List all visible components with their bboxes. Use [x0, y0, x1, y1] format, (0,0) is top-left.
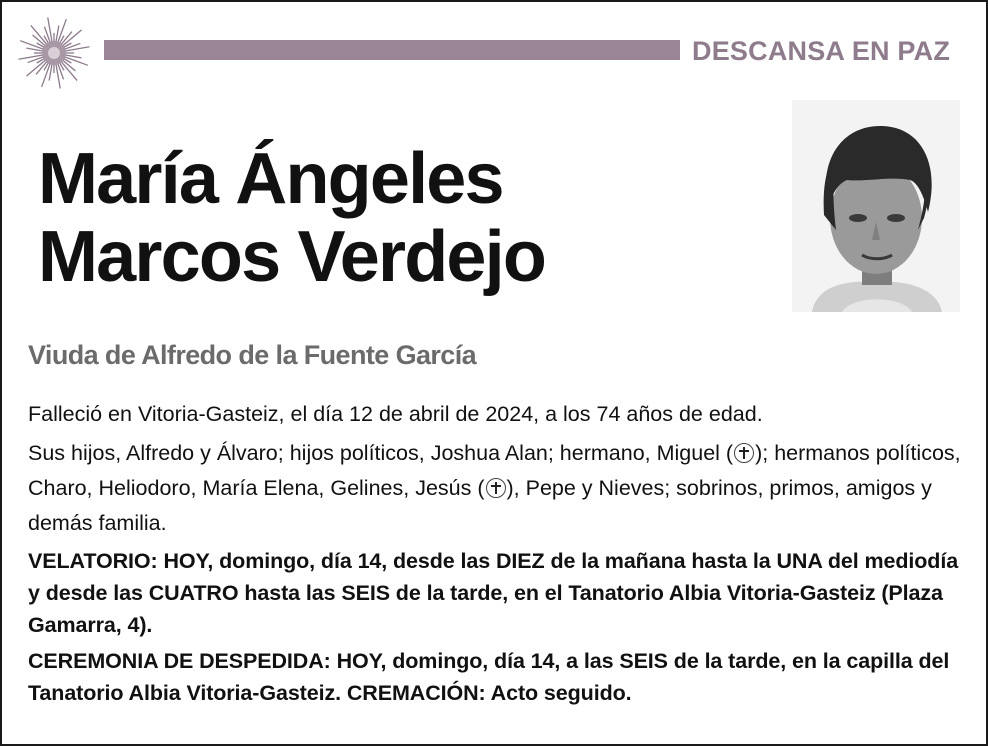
header-tag: DESCANSA EN PAZ [692, 36, 951, 66]
portrait-photo [792, 100, 960, 312]
thistle-flower-icon [8, 10, 100, 96]
name-line-2: Marcos Verdejo [38, 217, 546, 297]
deceased-name [38, 140, 545, 296]
cross-icon [734, 443, 754, 463]
obituary-body [28, 397, 968, 713]
ceremonia-paragraph: CEREMONIA DE DESPEDIDA: HOY, domingo, día 14, a las SEIS de la tarde, en la capilla del Tanatorio Albia Vitoria-Gasteiz. CREMACIÓN: Acto seguido. [28, 649, 950, 705]
name-line-1: María Ángeles [38, 139, 503, 219]
family-paragraph [28, 436, 968, 541]
intro-paragraph: Falleció en Vitoria-Gasteiz, el día 12 de abril de 2024, a los 74 años de edad. [28, 402, 763, 426]
cross-icon [486, 478, 506, 498]
family-text-2: ); hermanos políticos, Charo, Heliodoro, María Elena, Gelines, Jesús ( [28, 441, 961, 500]
velatorio-paragraph: VELATORIO: HOY, domingo, día 14, desde las DIEZ de la mañana hasta la UNA del mediodía y desde las CUATRO hasta las SEIS de la tarde, en el Tanatorio Albia Vitoria-Gasteiz (Plaza Gamarra, 4). [28, 549, 959, 637]
subtitle: Viuda de Alfredo de la Fuente García [28, 340, 477, 370]
family-text-3: ), Pepe y Nieves; sobrinos, primos, amigos y demás familia. [28, 476, 932, 535]
header-bar [104, 40, 680, 60]
family-text-1: Sus hijos, Alfredo y Álvaro; hijos políticos, Joshua Alan; hermano, Miguel ( [28, 441, 734, 465]
